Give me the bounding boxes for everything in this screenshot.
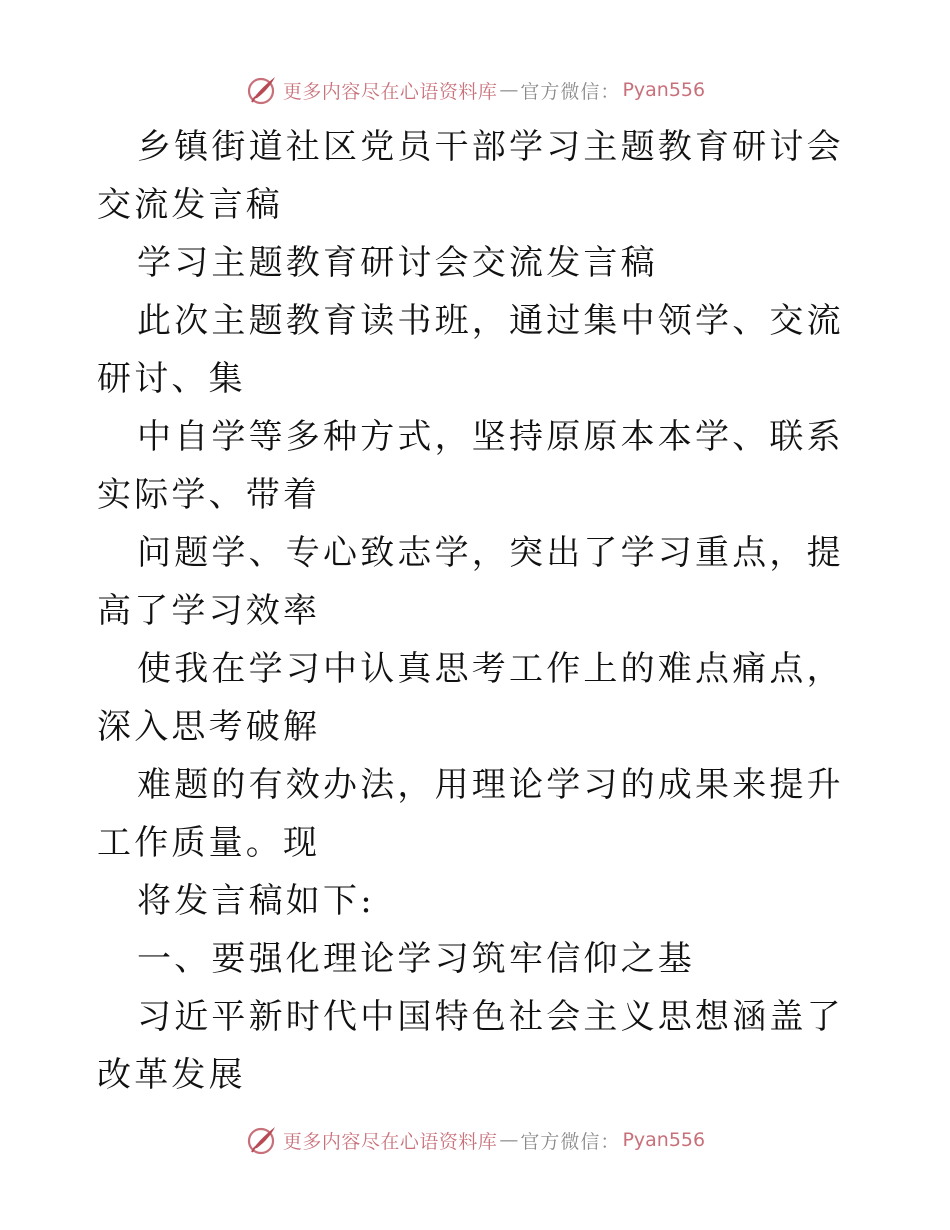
body-paragraph: 此次主题教育读书班，通过集中领学、交流研讨、集 [97,301,844,399]
body-paragraph: 习近平新时代中国特色社会主义思想涵盖了改革发展 [97,997,844,1095]
watermark-wechat-id: Pyan556 [622,1129,706,1151]
document-subtitle: 学习主题教育研讨会交流发言稿 [137,243,658,283]
document-title: 乡镇街道社区党员干部学习主题教育研讨会交流发言稿 [97,127,844,225]
body-paragraph: 中自学等多种方式，坚持原原本本学、联系实际学、带着 [97,417,844,515]
body-paragraph: 难题的有效办法，用理论学习的成果来提升工作质量。现 [97,765,844,863]
document-body [97,118,853,1104]
quill-pen-logo-icon [245,1123,279,1157]
watermark-label: 官方微信： [520,80,621,103]
footer-watermark [0,1122,950,1158]
section-heading: 一、要强化理论学习筑牢信仰之基 [137,939,695,979]
watermark-label: 官方微信： [520,1130,621,1153]
body-paragraph: 问题学、专心致志学，突出了学习重点，提高了学习效率 [97,533,844,631]
watermark-separator: — [499,1129,519,1151]
watermark-brand: 更多内容尽在心语资料库 [282,80,498,103]
quill-pen-logo-icon [245,73,279,107]
watermark-wechat-id: Pyan556 [622,79,706,101]
body-paragraph: 使我在学习中认真思考工作上的难点痛点，深入思考破解 [97,649,844,747]
body-paragraph: 将发言稿如下: [137,881,375,921]
watermark-separator: — [499,79,519,101]
watermark-brand: 更多内容尽在心语资料库 [282,1130,498,1153]
header-watermark [0,72,950,108]
